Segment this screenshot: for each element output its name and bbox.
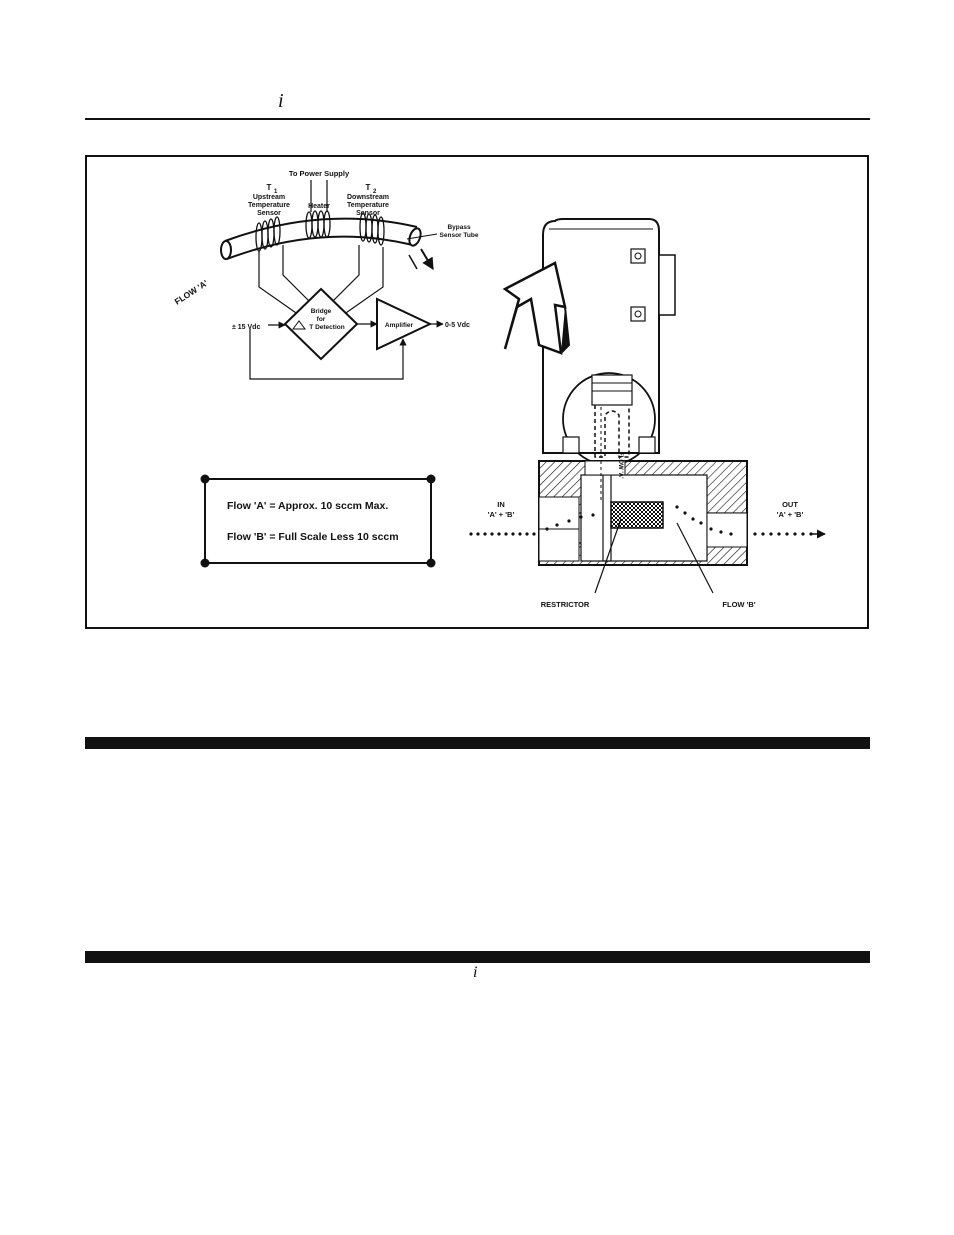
supply-label: ± 15 Vdc — [232, 324, 261, 331]
connector — [659, 255, 675, 315]
out-label-1: OUT — [782, 500, 798, 509]
figure-frame — [85, 155, 869, 629]
flow-a-vertical-label: FLOW 'A' — [617, 452, 623, 479]
tube-exit-arrow-2 — [409, 255, 417, 269]
section-bar-bottom — [85, 951, 870, 963]
in-label-2: 'A' + 'B' — [487, 510, 515, 519]
legend-line-2: Flow 'B' = Full Scale Less 10 sccm — [227, 531, 399, 543]
bypass-label-1: Bypass — [447, 224, 471, 231]
amplifier-label: Amplifier — [384, 322, 414, 329]
tube-inlet — [221, 241, 231, 259]
sensor-schematic — [173, 169, 479, 379]
instrument-assembly — [469, 219, 825, 609]
header-italic-mark: i — [278, 90, 284, 112]
power-supply-label: To Power Supply — [288, 169, 350, 178]
t1-subscript: 1 — [274, 189, 278, 195]
flow-a-label: FLOW 'A' — [172, 277, 210, 307]
bridge-label-1: Bridge — [310, 308, 332, 315]
bypass-label-2: Sensor Tube — [439, 232, 479, 239]
footer-italic-mark: i — [473, 964, 478, 981]
heater-label: Heater — [308, 203, 330, 210]
t2-subscript: 2 — [373, 189, 377, 195]
heater-coil — [306, 211, 330, 238]
bridge-label-2: for — [316, 316, 326, 323]
bridge-label-3: T Detection — [309, 324, 345, 331]
bypass-tube-bottom — [227, 237, 413, 259]
tube-exit-arrow — [421, 249, 433, 269]
in-label-1: IN — [497, 500, 505, 509]
t2-desc-2: Temperature — [347, 202, 389, 209]
flow-sensor-diagram — [87, 157, 867, 627]
t1-label: T — [266, 183, 272, 192]
output-label: 0-5 Vdc — [445, 322, 470, 329]
direction-arrow — [505, 263, 565, 353]
flow-b-label: FLOW 'B' — [722, 600, 756, 609]
legend-box — [201, 475, 436, 568]
t2-desc-1: Downstream — [346, 194, 390, 201]
t2-desc-3: Sensor — [356, 210, 380, 217]
header-rule — [85, 118, 870, 120]
t2-label: T — [365, 183, 371, 192]
legend-line-1: Flow 'A' = Approx. 10 sccm Max. — [227, 500, 389, 512]
t2-coil — [360, 213, 384, 245]
restrictor-label: RESTRICTOR — [540, 600, 590, 609]
t1-desc-2: Temperature — [248, 202, 290, 209]
out-label-2: 'A' + 'B' — [776, 510, 804, 519]
section-bar-top — [85, 737, 870, 749]
t1-desc-3: Sensor — [257, 210, 281, 217]
t1-desc-1: Upstream — [252, 194, 286, 201]
